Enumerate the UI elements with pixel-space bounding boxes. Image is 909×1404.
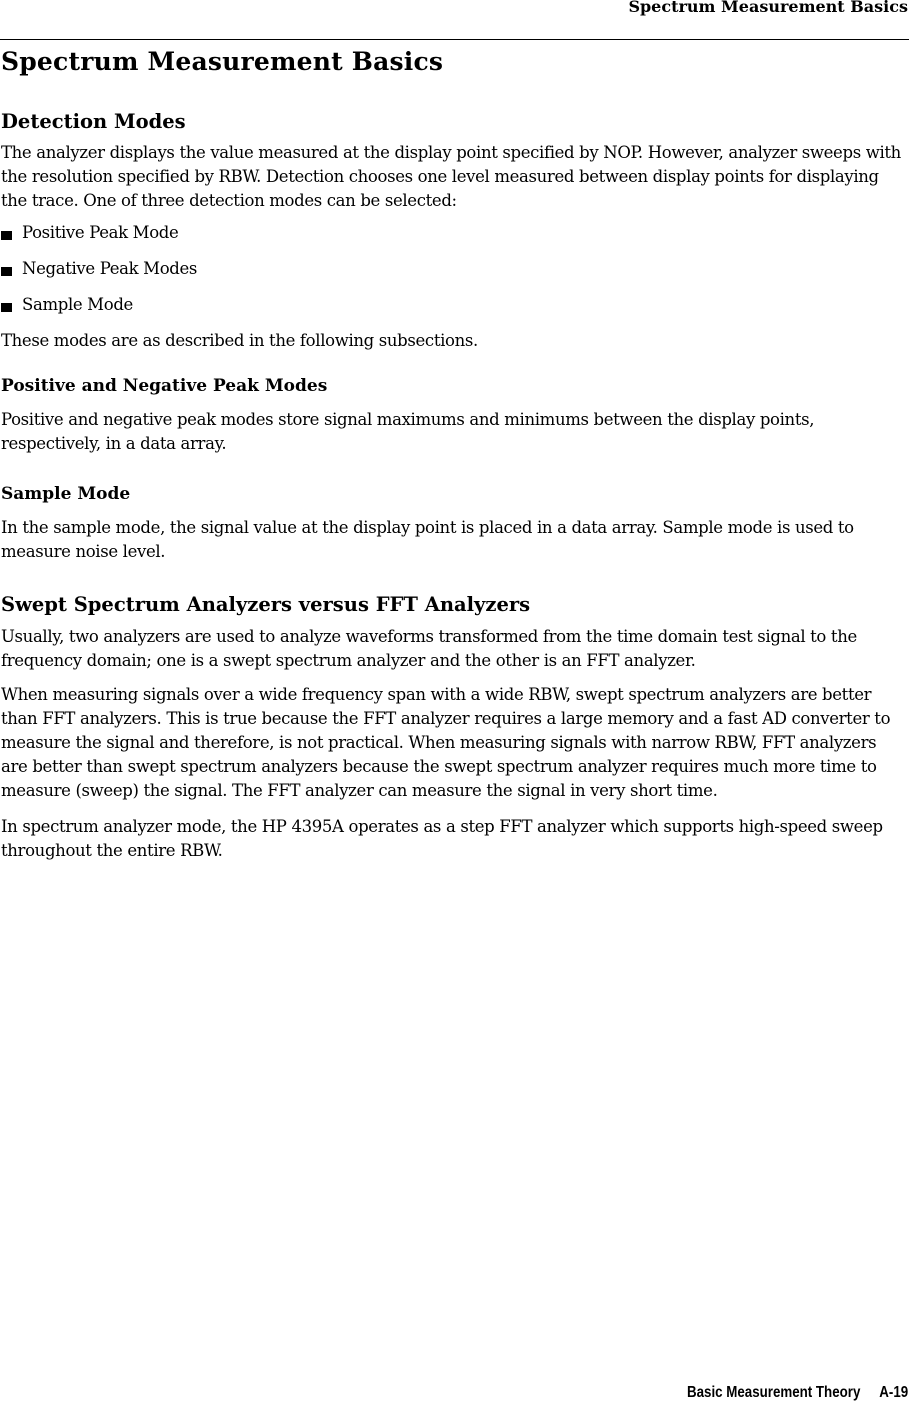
footer-section-title: Basic Measurement Theory: [686, 1384, 861, 1401]
bullet-icon: [1, 267, 12, 276]
list-item-label: Sample Mode: [22, 295, 133, 314]
header-rule: [0, 39, 909, 40]
peak-modes-heading: Positive and Negative Peak Modes: [1, 376, 328, 396]
swept-vs-fft-paragraph-3: In spectrum analyzer mode, the HP 4395A operates as a step FFT analyzer which supports high-speed sweep throughout the entire RBW.: [1, 817, 883, 860]
list-item-sample-mode: [1, 293, 901, 317]
swept-vs-fft-paragraph-2: When measuring signals over a wide frequency span with a wide RBW, swept spectrum analyzers are better than FFT analyzers. This is true because the FFT analyzer requires a large memory and a fast AD converter to measure the signal and therefore, is not practical. When measuring signals with narrow RBW, FFT analyzers are better than swept spectrum analyzers because the swept spectrum analyzer requires much more time to measure (sweep) the signal. The FFT analyzer can measure the signal in very short time.: [1, 685, 891, 800]
running-header-title: Spectrum Measurement Basics: [628, 0, 908, 16]
peak-modes-body: Positive and negative peak modes store signal maximums and minimums between the display points, respectively, in a data array.: [1, 410, 815, 453]
bullet-icon: [1, 303, 12, 312]
bullet-icon: [1, 231, 12, 240]
swept-vs-fft-paragraph-1: Usually, two analyzers are used to analyze waveforms transformed from the time domain test signal to the frequency domain; one is a swept spectrum analyzer and the other is an FFT analyzer.: [1, 627, 857, 670]
detection-modes-outro: These modes are as described in the following subsections.: [1, 331, 478, 350]
detection-modes-intro: The analyzer displays the value measured at the display point specified by NOP. However, analyzer sweeps with the resolution specified by RBW. Detection chooses one level measured between display points for displaying the trace. One of three detection modes can be selected:: [1, 143, 901, 210]
swept-vs-fft-heading: Swept Spectrum Analyzers versus FFT Analyzers: [1, 593, 531, 616]
sample-mode-heading: Sample Mode: [1, 484, 131, 504]
page-content: [1, 44, 901, 863]
detection-modes-list: [1, 221, 901, 317]
list-item-label: Negative Peak Modes: [22, 259, 198, 278]
list-item-label: Positive Peak Mode: [22, 223, 179, 242]
detection-modes-heading: Detection Modes: [1, 110, 186, 133]
page-footer: [687, 1384, 908, 1402]
list-item-positive-peak: [1, 221, 901, 245]
sample-mode-body: In the sample mode, the signal value at the display point is placed in a data array. Sample mode is used to measure noise level.: [1, 518, 854, 561]
list-item-negative-peak: [1, 257, 901, 281]
page-number: A-19: [879, 1384, 908, 1401]
page-title: Spectrum Measurement Basics: [1, 47, 444, 76]
